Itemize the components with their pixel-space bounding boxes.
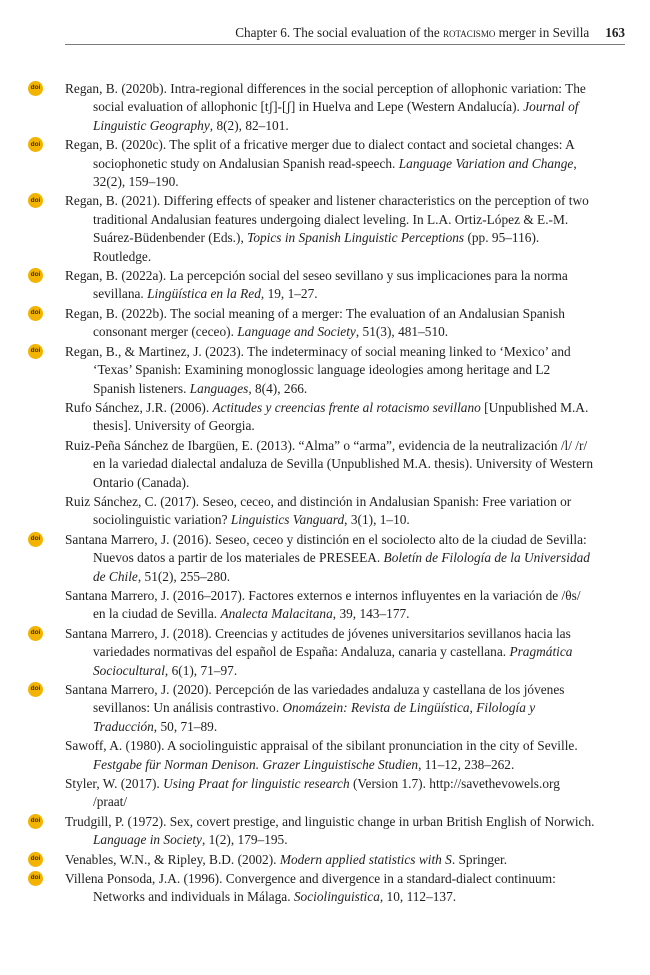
reference-entry: [30, 267, 595, 304]
doi-link-icon[interactable]: doi: [28, 682, 43, 697]
doi-link-icon[interactable]: doi: [28, 193, 43, 208]
reference-text: (pp. 95–116). Routledge.: [93, 230, 540, 264]
reference-text: Ruiz-Peña Sánchez de Ibargüen, E. (2013). “Alma” o “arma”, evidencia de la neutralización /l/ /r/ en la variedad dialectal andaluza de Sevilla (Unpublished M.A. thesis). University of Western Ontario (Canada).: [65, 437, 594, 490]
reference-source-title: Actitudes y creencias frente al rotacismo sevillano: [212, 399, 481, 415]
reference-text: Santana Marrero, J. (2016–2017). Factores externos e internos influyentes en la variación de /θs/ en la ciudad de Sevilla.: [65, 587, 581, 622]
doi-link-icon[interactable]: doi: [28, 814, 43, 829]
reference-source-title: Festgabe für Norman Denison. Grazer Linguistische Studien: [93, 756, 419, 772]
reference-source-title: Language in Society: [93, 832, 202, 848]
reference-text: Santana Marrero, J. (2016). Seseo, ceceo y distinción en el sociolecto alto de la ciudad de Sevilla: Nuevos datos a partir de los materiales de PRESEEA.: [65, 531, 587, 566]
reference-source-title: Language and Society: [237, 324, 356, 340]
reference-entry: [30, 625, 595, 680]
reference-source-title: Sociolinguistica: [293, 889, 380, 905]
reference-text: Sawoff, A. (1980). A sociolinguistic appraisal of the sibilant pronunciation in the city of Seville.: [65, 738, 578, 754]
reference-text: . Springer.: [451, 851, 508, 867]
reference-text: Trudgill, P. (1972). Sex, covert prestige, and linguistic change in urban British English of Norwich.: [65, 813, 595, 829]
reference-text: (Version 1.7). http://savethevowels.org /praat/: [93, 776, 560, 810]
reference-source-title: Analecta Malacitana: [220, 606, 333, 622]
reference-text: , 6(1), 71–97.: [164, 662, 238, 678]
reference-entry: [65, 399, 595, 436]
running-title-text: Chapter 6. The social evaluation of the: [235, 25, 444, 40]
reference-text: , 1(2), 179–195.: [201, 832, 288, 848]
running-header: [65, 24, 625, 45]
reference-text: Ruiz Sánchez, C. (2017). Seseo, ceceo, and distinción in Andalusian Spanish: Free variation or sociolinguistic variation?: [65, 493, 572, 528]
reference-text: Regan, B. (2020b). Intra-regional differences in the social perception of allophonic variation: The social evaluation of allophonic [tʃ]-[ʃ] in Huelva and Lepe (Western Andalucía).: [65, 81, 586, 115]
running-title: [235, 25, 589, 40]
reference-source-title: Topics in Spanish Linguistic Perceptions: [247, 230, 465, 246]
reference-text: Styler, W. (2017).: [65, 776, 164, 792]
reference-entry: [30, 813, 595, 850]
reference-source-title: Using Praat for linguistic research: [163, 776, 350, 792]
reference-entry: [65, 775, 595, 812]
reference-text: Regan, B. (2020c). The split of a fricative merger due to dialect contact and societal changes: A sociophonetic study on Andalusian Spanish read-speech.: [65, 137, 574, 171]
reference-entry: [30, 681, 595, 736]
reference-text: , 51(3), 481–510.: [355, 324, 449, 340]
reference-text: , 39, 143–177.: [332, 606, 410, 622]
reference-text: Regan, B. (2022a). La percepción social del seseo sevillano y sus implicaciones para la norma sevillana.: [65, 268, 568, 302]
reference-entry: [65, 493, 595, 530]
reference-text: , 10, 112–137.: [379, 889, 457, 905]
running-title-text-end: merger in Sevilla: [495, 25, 590, 40]
reference-entry: [30, 343, 595, 398]
reference-source-title: Language Variation and Change: [398, 155, 574, 171]
reference-text: Regan, B. (2021). Differing effects of speaker and listener characteristics on the perception of two traditional Andalusian features undergoing dialect leveling. In L.A. Ortiz-López & E.-M. Suárez-Büdenbender (Eds.),: [65, 193, 589, 246]
reference-source-title: Pragmática Sociocultural: [93, 644, 573, 678]
reference-source-title: Boletín de Filología de la Universidad de Chile: [93, 550, 590, 584]
reference-entry: [30, 870, 595, 907]
reference-text: Rufo Sánchez, J.R. (2006).: [65, 399, 213, 415]
reference-text: [Unpublished M.A. thesis]. University of Georgia.: [93, 399, 589, 434]
reference-text: Regan, B. (2022b). The social meaning of a merger: The evaluation of an Andalusian Spanish consonant merger (ceceo).: [65, 305, 565, 340]
reference-text: , 32(2), 159–190.: [93, 155, 577, 190]
running-title-smallcaps: rotacismo: [443, 25, 496, 40]
doi-link-icon[interactable]: doi: [28, 344, 43, 359]
reference-text: Regan, B., & Martinez, J. (2023). The indeterminacy of social meaning linked to ‘Mexico’ and ‘Texas’ Spanish: Examining monoglossic language ideologies among heritage and L2 Spanish listeners.: [65, 343, 571, 396]
reference-text: , 8(4), 266.: [248, 380, 308, 396]
reference-entry: [30, 305, 595, 342]
doi-link-icon[interactable]: doi: [28, 852, 43, 867]
reference-text: , 3(1), 1–10.: [344, 512, 410, 528]
reference-text: Venables, W.N., & Ripley, B.D. (2002).: [65, 851, 280, 867]
reference-entry: [30, 80, 595, 135]
doi-link-icon[interactable]: doi: [28, 626, 43, 641]
reference-source-title: Languages: [189, 380, 249, 396]
doi-link-icon[interactable]: doi: [28, 268, 43, 283]
reference-entry: [30, 531, 595, 586]
doi-link-icon[interactable]: doi: [28, 137, 43, 152]
reference-text: Santana Marrero, J. (2020). Percepción de las variedades andaluza y castellana de los jóvenes sevillanos: Un análisis contrastivo.: [65, 682, 565, 716]
reference-entry: [65, 737, 595, 774]
page-number: 163: [605, 25, 625, 40]
reference-entry: [65, 587, 595, 624]
doi-link-icon[interactable]: doi: [28, 306, 43, 321]
reference-text: Santana Marrero, J. (2018). Creencias y actitudes de jóvenes universitarios sevillanos hacia las variedades normativas del español de España: Andaluza, canaria y castellana.: [65, 625, 571, 660]
reference-source-title: Onomázein: Revista de Lingüística, Filología y Traducción: [93, 700, 536, 734]
reference-text: , 11–12, 238–262.: [418, 756, 515, 772]
doi-link-icon[interactable]: doi: [28, 81, 43, 96]
doi-link-icon[interactable]: doi: [28, 871, 43, 886]
reference-entry: [30, 851, 595, 869]
doi-link-icon[interactable]: doi: [28, 532, 43, 547]
reference-text: Villena Ponsoda, J.A. (1996). Convergence and divergence in a standard-dialect continuum: Networks and individuals in Málaga.: [65, 871, 556, 905]
reference-entry: [30, 136, 595, 191]
reference-text: , 51(2), 255–280.: [137, 568, 231, 584]
reference-source-title: Linguistics Vanguard: [230, 512, 345, 528]
reference-source-title: Journal of Linguistic Geography: [93, 99, 579, 133]
reference-text: , 8(2), 82–101.: [209, 117, 289, 133]
reference-source-title: Lingüística en la Red: [147, 286, 261, 302]
reference-text: , 19, 1–27.: [260, 286, 318, 302]
reference-list: [30, 80, 595, 907]
reference-entry: [65, 437, 595, 492]
reference-text: , 50, 71–89.: [153, 718, 218, 734]
reference-source-title: Modern applied statistics with S: [279, 851, 452, 867]
reference-entry: [30, 192, 595, 266]
